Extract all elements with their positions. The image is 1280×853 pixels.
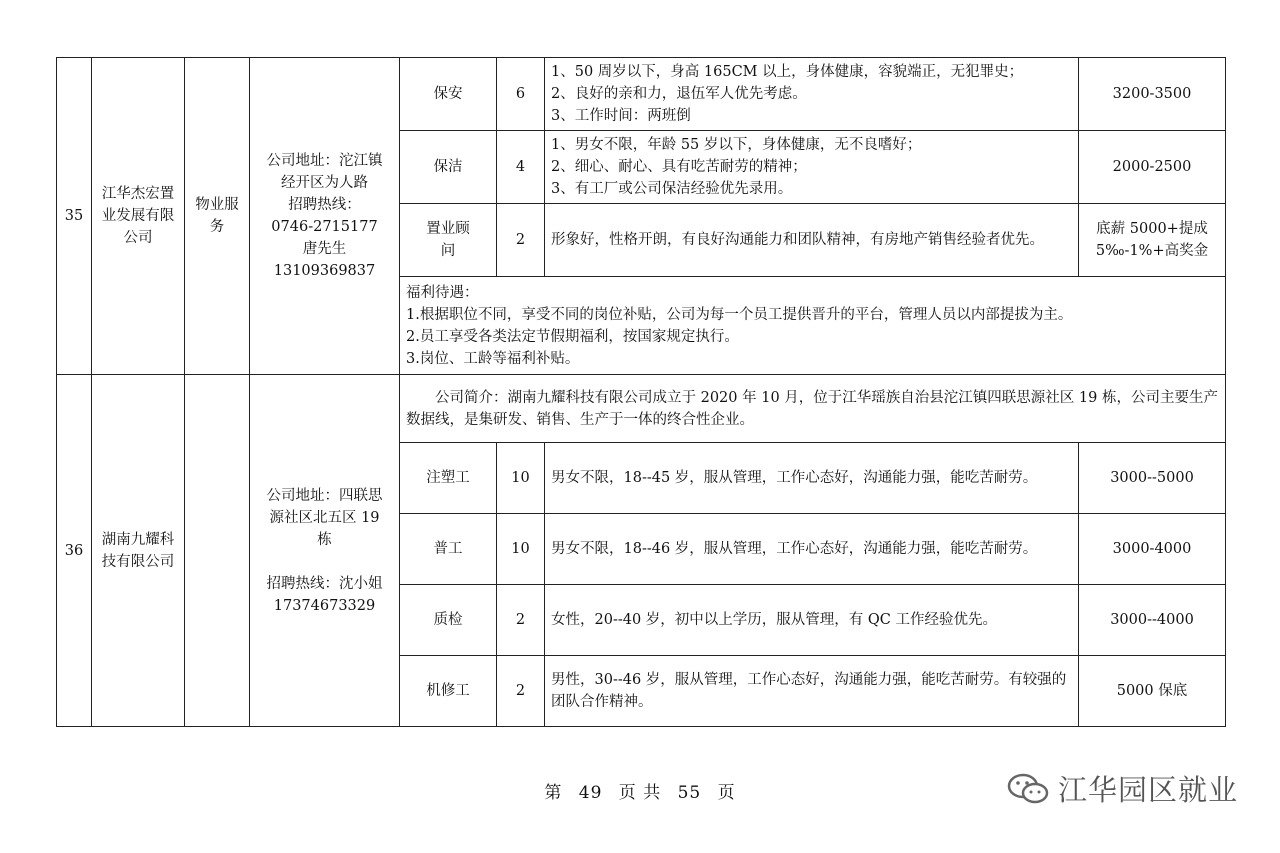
contact-line: 公司地址：沱江镇: [266, 153, 383, 169]
contact-line: 公司地址：四联思: [266, 487, 383, 504]
requirement-line: 1、男女不限，年龄 55 岁以下，身体健康，无不良嗜好；: [551, 137, 922, 153]
requirement-line: 2、细心、耐心、具有吃苦耐劳的精神；: [551, 159, 807, 175]
job-title: 注塑工: [400, 443, 497, 514]
company-name: 江华杰宏置业发展有限公司: [92, 58, 185, 375]
page-number: 49: [578, 783, 603, 803]
contact-line: 源社区北五区 19: [269, 509, 380, 526]
contact-line: 栋: [317, 531, 332, 548]
contact-line: 17374673329: [273, 597, 376, 614]
recruitment-table: [56, 57, 1226, 727]
job-count: 4: [497, 131, 545, 204]
job-requirements: 女性，20--40 岁，初中以上学历，服从管理，有 QC 工作经验优先。: [545, 585, 1079, 656]
job-title: 质检: [400, 585, 497, 656]
job-title: 普工: [400, 514, 497, 585]
benefit-line: 1.根据职位不同，享受不同的岗位补贴，公司为每一个员工提供晋升的平台，管理人员以内部提拔为主。: [406, 306, 1073, 323]
footer-prefix: 第: [544, 783, 563, 803]
job-requirements: [545, 131, 1079, 204]
company-number: 36: [57, 375, 92, 727]
job-salary: 3000--4000: [1079, 585, 1226, 656]
job-salary: 3000--5000: [1079, 443, 1226, 514]
watermark-text: 江华园区就业: [1057, 773, 1238, 807]
job-requirements: [545, 58, 1079, 131]
contact-line: 0746-2715177: [271, 219, 378, 235]
job-count: 2: [497, 656, 545, 727]
requirement-line: 2、良好的亲和力，退伍军人优先考虑。: [551, 86, 807, 102]
contact-line: 招聘热线：: [288, 197, 361, 213]
job-requirements: 男性，30--46 岁，服从管理，工作心态好，沟通能力强，能吃苦耐劳。有较强的团队合作精神。: [545, 656, 1079, 727]
job-requirements: 男女不限，18--46 岁，服从管理，工作心态好，沟通能力强，能吃苦耐劳。: [545, 514, 1079, 585]
company-industry: 物业服务: [185, 58, 250, 375]
job-count: 2: [497, 204, 545, 277]
job-title: 保洁: [400, 131, 497, 204]
benefit-line: 福利待遇：: [406, 284, 479, 301]
job-count: 2: [497, 585, 545, 656]
footer-suffix: 页: [717, 783, 736, 803]
company-name: 湖南九耀科技有限公司: [92, 375, 185, 727]
job-salary: 5000 保底: [1079, 656, 1226, 727]
benefit-line: 2.员工享受各类法定节假期福利，按国家规定执行。: [406, 328, 739, 345]
benefits: [400, 277, 1226, 375]
contact-line: [256, 551, 393, 573]
watermark: [1006, 768, 1238, 809]
contact-line: 招聘热线：沈小姐: [266, 575, 383, 592]
job-requirements: 男女不限，18--45 岁，服从管理，工作心态好，沟通能力强，能吃苦耐劳。: [545, 443, 1079, 514]
job-salary: 3000-4000: [1079, 514, 1226, 585]
company-industry: [185, 375, 250, 727]
total-pages: 55: [677, 783, 702, 803]
job-count: 6: [497, 58, 545, 131]
job-salary: 3200-3500: [1079, 58, 1226, 131]
footer-mid: 页 共: [618, 783, 662, 803]
contact-line: 经开区为人路: [281, 175, 368, 191]
job-salary: 底薪 5000+提成 5‰-1%+高奖金: [1079, 204, 1226, 277]
job-count: 10: [497, 514, 545, 585]
job-title: 置业顾问: [400, 204, 497, 277]
wechat-icon: [1006, 771, 1050, 807]
requirement-line: 1、50 周岁以下，身高 165CM 以上，身体健康，容貌端正，无犯罪史；: [551, 64, 1024, 80]
requirement-line: 3、工作时间：两班倒: [551, 108, 691, 124]
contact-line: 13109369837: [273, 263, 376, 279]
company-contact: [250, 375, 400, 727]
job-requirements: 形象好，性格开朗，有良好沟通能力和团队精神，有房地产销售经验者优先。: [545, 204, 1079, 277]
company-intro: 公司简介：湖南九耀科技有限公司成立于 2020 年 10 月，位于江华瑶族自治县沱江镇四联思源社区 19 栋，公司主要生产数据线，是集研发、销售、生产于一体的终合性企业。: [400, 375, 1226, 443]
job-title: 保安: [400, 58, 497, 131]
job-count: 10: [497, 443, 545, 514]
company-number: 35: [57, 58, 92, 375]
contact-line: 唐先生: [302, 241, 347, 257]
benefit-line: 3.岗位、工龄等福利补贴。: [406, 350, 580, 367]
company-contact: [250, 58, 400, 375]
table-row: [57, 58, 1226, 131]
requirement-line: 3、有工厂或公司保洁经验优先录用。: [551, 181, 793, 197]
job-salary: 2000-2500: [1079, 131, 1226, 204]
job-title: 机修工: [400, 656, 497, 727]
table-row: [57, 375, 1226, 443]
